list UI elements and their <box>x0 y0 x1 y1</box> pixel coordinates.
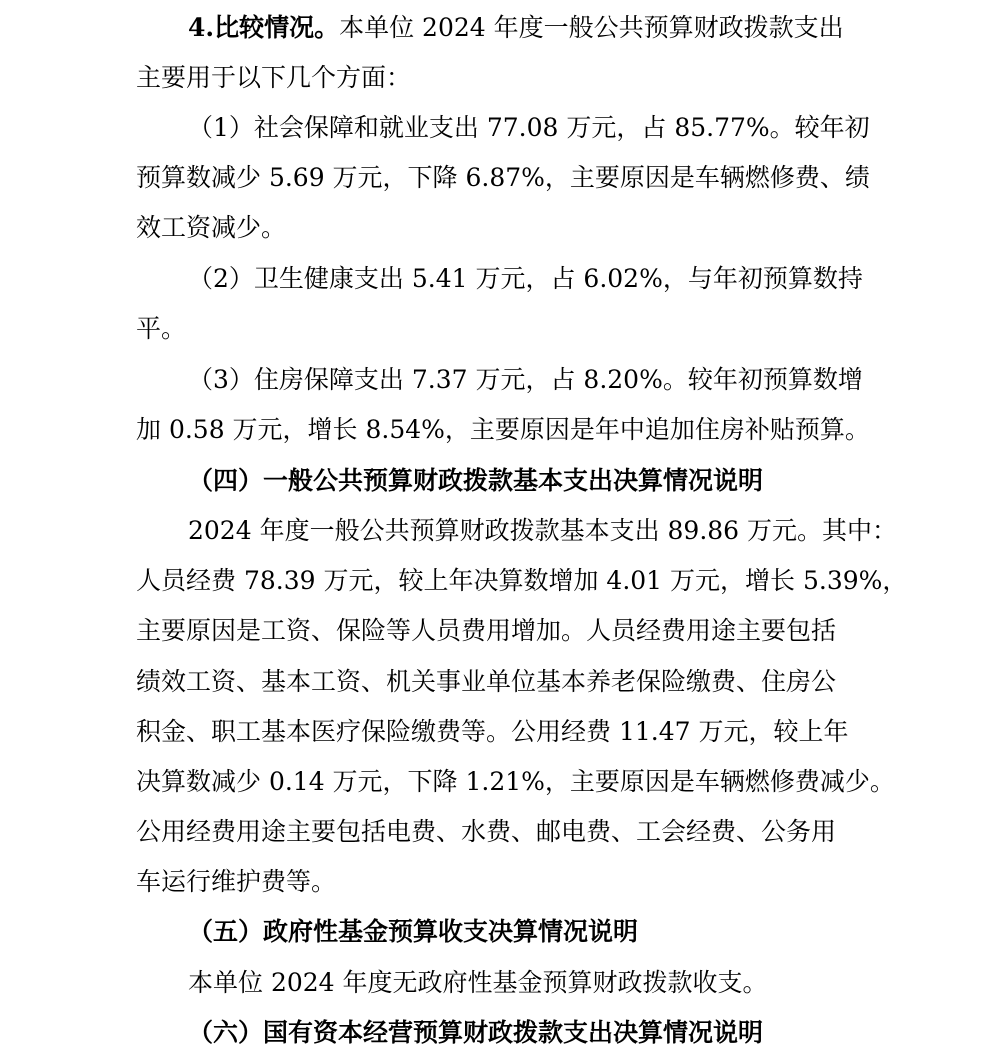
item-1-line-2: 预算数减少 5.69 万元，下降 6.87%，主要原因是车辆燃修费、绩 <box>136 163 870 192</box>
item-3-line-1: （3）住房保障支出 7.37 万元，占 8.20%。较年初预算数增 <box>188 365 863 394</box>
para-4-line-5: 积金、职工基本医疗保险缴费等。公用经费 11.47 万元，较上年 <box>136 717 849 746</box>
para-4-line-7: 公用经费用途主要包括电费、水费、邮电费、工会经费、公务用 <box>136 817 837 846</box>
item-1-line-3: 效工资减少。 <box>136 213 287 242</box>
para-5-line-1: 本单位 2024 年度无政府性基金预算财政拨款收支。 <box>188 968 768 997</box>
heading-5: （五）政府性基金预算收支决算情况说明 <box>188 917 639 946</box>
section-4-line-1 <box>188 3 844 53</box>
heading-4: （四）一般公共预算财政拨款基本支出决算情况说明 <box>188 466 764 495</box>
section-4-label: 4.比较情况。 <box>188 13 340 42</box>
para-4-line-4: 绩效工资、基本工资、机关事业单位基本养老保险缴费、住房公 <box>136 667 837 696</box>
para-4-line-3: 主要原因是工资、保险等人员费用增加。人员经费用途主要包括 <box>136 616 837 645</box>
item-1-line-1: （1）社会保障和就业支出 77.08 万元，占 85.77%。较年初 <box>188 113 870 142</box>
section-4-line-2: 主要用于以下几个方面： <box>136 63 412 92</box>
item-2-line-2: 平。 <box>136 314 187 343</box>
item-3-line-2: 加 0.58 万元，增长 8.54%，主要原因是年中追加住房补贴预算。 <box>136 415 870 444</box>
heading-6: （六）国有资本经营预算财政拨款支出决算情况说明 <box>188 1018 764 1047</box>
para-4-line-8: 车运行维护费等。 <box>136 867 337 896</box>
item-2-line-1: （2）卫生健康支出 5.41 万元，占 6.02%，与年初预算数持 <box>188 264 863 293</box>
para-4-line-6: 决算数减少 0.14 万元，下降 1.21%，主要原因是车辆燃修费减少。 <box>136 767 895 796</box>
para-4-line-2: 人员经费 78.39 万元，较上年决算数增加 4.01 万元，增长 5.39%， <box>136 566 908 595</box>
para-4-line-1: 2024 年度一般公共预算财政拨款基本支出 89.86 万元。其中： <box>188 516 898 545</box>
section-4-text: 本单位 2024 年度一般公共预算财政拨款支出 <box>339 13 844 42</box>
